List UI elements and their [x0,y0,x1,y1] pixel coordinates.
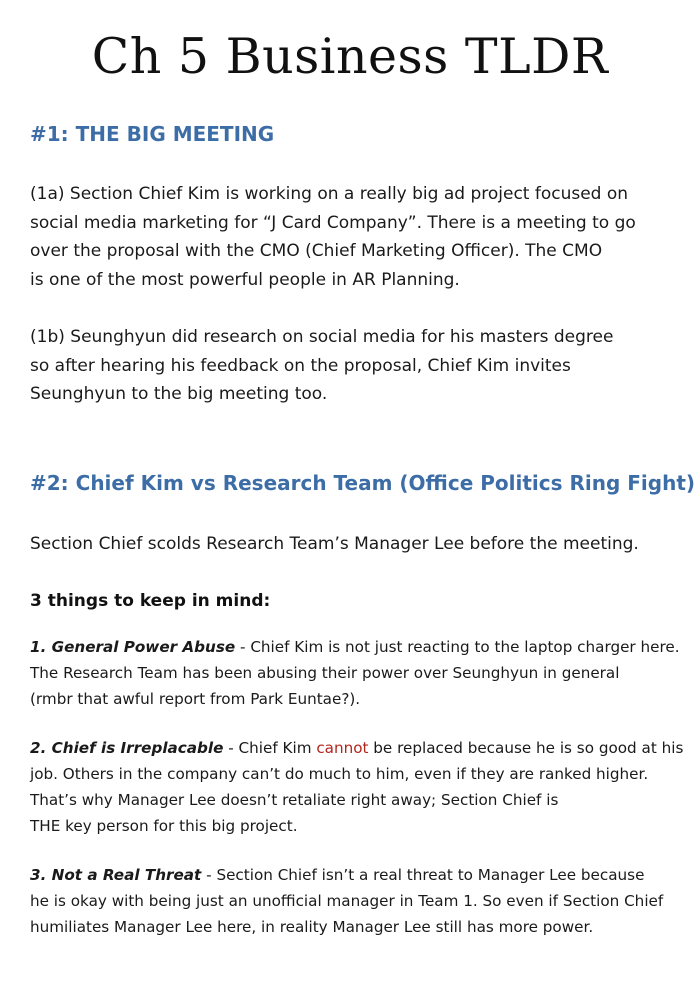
point-label: 3. Not a Real Threat [30,866,202,884]
point-line: THE key person for this big project. [30,817,298,835]
paragraph-1b [30,323,680,409]
point-line: humiliates Manager Lee here, in reality Manager Lee still has more power. [30,918,594,936]
point-2 [30,735,690,839]
point-line [30,735,690,761]
paragraph-line: over the proposal with the CMO (Chief Marketing Officer). The CMO [30,241,603,261]
paragraph-line: (1b) Seunghyun did research on social media for his masters degree [30,327,614,347]
highlight-cannot: cannot [316,739,369,757]
paragraph-line: is one of the most powerful people in AR Planning. [30,269,460,290]
point-3 [30,862,690,940]
paragraph-line: so after hearing his feedback on the proposal, Chief Kim invites [30,355,571,376]
keep-in-mind-heading: 3 things to keep in mind: [30,591,271,611]
point-line [30,634,690,660]
point-line: (rmbr that awful report from Park Euntae?). [30,690,361,708]
section-1-heading: #1: THE BIG MEETING [30,122,275,146]
point-text: - Chief Kim is not just reacting to the laptop charger here. [235,638,680,656]
page-title: Ch 5 Business TLDR [91,28,609,85]
point-line: job. Others in the company can’t do much to him, even if they are ranked higher. [30,765,649,783]
point-text: - Chief Kim [223,739,317,757]
point-text: - Section Chief isn’t a real threat to Manager Lee because [201,866,645,884]
point-text: be replaced because he is so good at his [368,739,684,757]
point-label: 2. Chief is Irreplacable [30,739,224,757]
paragraph-1a [30,180,680,294]
point-line: The Research Team has been abusing their power over Seunghyun in general [30,664,620,682]
paragraph-line: social media marketing for “J Card Company”. There is a meeting to go [30,212,636,233]
paragraph-line: Seunghyun to the big meeting too. [30,384,328,404]
point-line: That’s why Manager Lee doesn’t retaliate right away; Section Chief is [30,791,559,809]
paragraph-line: (1a) Section Chief Kim is working on a really big ad project focused on [30,184,629,204]
section-2-heading: #2: Chief Kim vs Research Team (Office Politics Ring Fight) [30,471,696,495]
section-2-intro [30,530,680,559]
point-line [30,862,690,888]
point-1 [30,634,690,712]
paragraph-line: Section Chief scolds Research Team’s Manager Lee before the meeting. [30,534,639,554]
point-label: 1. General Power Abuse [30,638,236,656]
point-line: he is okay with being just an unofficial manager in Team 1. So even if Section Chief [30,892,664,910]
